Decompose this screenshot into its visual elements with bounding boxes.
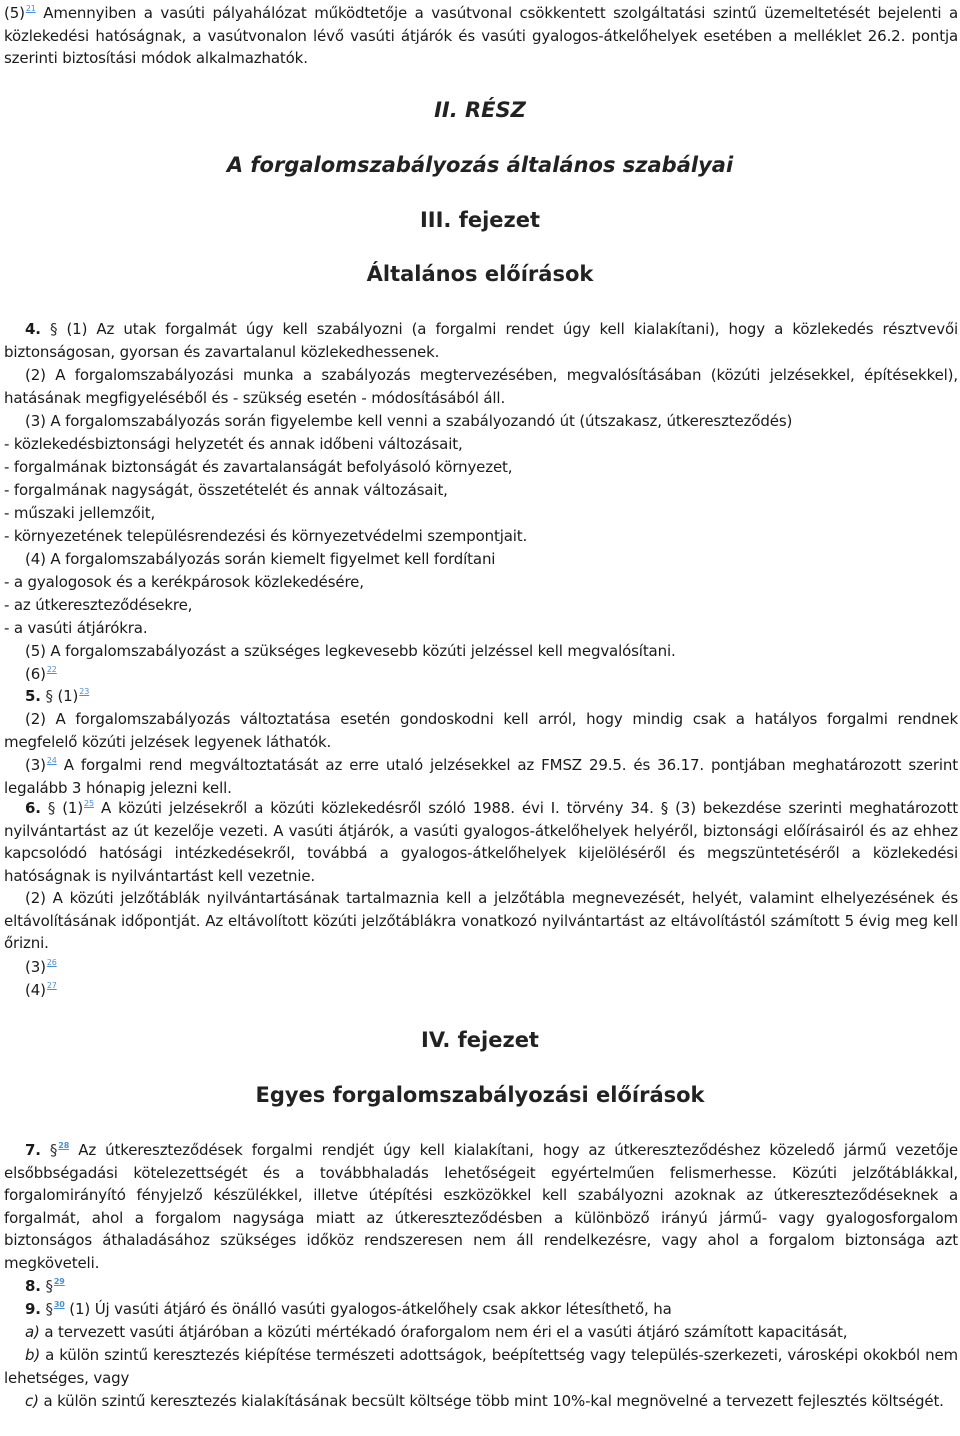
- item-label: a): [25, 1323, 40, 1341]
- section-text: (2) A közúti jelzőtáblák nyilvántartásának tartalmaznia kell a jelzőtábla megnevezését, helyét, valamint elhelyezésének és eltávolításának időpontját. Az eltávolított közúti jelzőtáblákra vonatkozó nyilvántartást az eltávolítástól számított 5 évig meg kell őrizni.: [4, 889, 958, 952]
- section-6-paragraph-1: [4, 797, 958, 887]
- footnote-link[interactable]: 26: [46, 958, 57, 967]
- section-9-item-c: [4, 1390, 958, 1413]
- section-number: 9.: [25, 1300, 41, 1318]
- footnote-link[interactable]: 24: [46, 756, 57, 765]
- footnote-link[interactable]: 22: [46, 665, 57, 674]
- section-4-paragraph-1: [4, 318, 958, 363]
- paragraph-label: (3): [25, 756, 46, 774]
- paragraph-label: (1): [57, 687, 79, 705]
- footnote-link[interactable]: 28: [58, 1141, 70, 1150]
- section-9-paragraph-1: [25, 1298, 672, 1321]
- chapter-title: Általános előírások: [366, 262, 594, 286]
- section-number: 4.: [25, 320, 41, 338]
- footnote-link[interactable]: 29: [53, 1277, 65, 1286]
- section-text: A forgalmi rend megváltoztatását az erre utaló jelzésekkel az FMSZ 29.5. és 36.17. pontjában meghatározott szerint legalább 3 hónapig jelezni kell.: [4, 756, 958, 797]
- intro-label: (5): [4, 4, 25, 22]
- item-text: a külön szintű keresztezés kialakításának becsült költsége több mint 10%-kal megnövelné a tervezett fejlesztés költségét.: [43, 1392, 944, 1410]
- section-sign: §: [47, 799, 56, 817]
- section-text: (1) Az utak forgalmát úgy kell szabályozni (a forgalmi rendet úgy kell kialakítani), hogy a közlekedés résztvevői biztonságosan, gyorsan és zavartalanul közlekedhessenek.: [4, 320, 958, 361]
- list-item: - közlekedésbiztonsági helyzetét és annak időbeni változásait,: [4, 435, 463, 453]
- chapter-number: III. fejezet: [419, 208, 541, 232]
- section-5-paragraph-3: [4, 754, 958, 799]
- item-label: b): [25, 1346, 41, 1364]
- chapter-title: Egyes forgalomszabályozási előírások: [255, 1083, 705, 1107]
- section-6-paragraph-3: [25, 956, 57, 979]
- footnote-link[interactable]: 21: [25, 4, 36, 13]
- section-9-item-a: [4, 1321, 958, 1344]
- section-4-paragraph-4: (4) A forgalomszabályozás során kiemelt figyelmet kell fordítani: [25, 550, 496, 568]
- section-number: 7.: [25, 1141, 41, 1159]
- section-6-paragraph-2: [4, 887, 958, 955]
- list-item: - forgalmának biztonságát és zavartalanságát befolyásoló környezet,: [4, 458, 513, 476]
- footnote-link[interactable]: 27: [46, 981, 57, 990]
- section-sign: §: [49, 320, 58, 338]
- item-text: a külön szintű keresztezés kiépítése természeti adottságok, beépítettség vagy település-szerkezeti, városképi okokból nem lehetséges, vagy: [4, 1346, 958, 1387]
- section-4-paragraph-2: [4, 364, 958, 409]
- list-item: - a gyalogosok és a kerékpárosok közlekedésére,: [4, 573, 364, 591]
- section-sign: §: [45, 1300, 53, 1318]
- section-text: (2) A forgalomszabályozási munka a szabályozás megtervezésében, megvalósításában (közúti jelzésekkel, építésekkel), hatásának megfigyeléséből és - szükség esetén - módosításából áll.: [4, 366, 958, 407]
- section-5-paragraph-1: [25, 685, 89, 708]
- section-4-paragraph-5: (5) A forgalomszabályozást a szükséges legkevesebb közúti jelzéssel kell megvalósítani.: [25, 642, 676, 660]
- section-8-paragraph: [25, 1275, 65, 1298]
- section-5-paragraph-2: [4, 708, 958, 753]
- footnote-link[interactable]: 25: [84, 799, 94, 808]
- list-item: - a vasúti átjárókra.: [4, 619, 148, 637]
- intro-paragraph: [4, 2, 958, 70]
- paragraph-label: (1): [62, 799, 84, 817]
- section-text: (2) A forgalomszabályozás változtatása esetén gondoskodni kell arról, hogy mindig csak a hatályos forgalmi rendnek megfelelő közúti jelzések legyenek láthatók.: [4, 710, 958, 751]
- section-sign: §: [45, 1277, 53, 1295]
- footnote-link[interactable]: 30: [53, 1300, 65, 1309]
- section-text: (1) Új vasúti átjáró és önálló vasúti gyalogos-átkelőhely csak akkor létesíthető, ha: [69, 1300, 672, 1318]
- list-item: - műszaki jellemzőit,: [4, 504, 156, 522]
- section-number: 8.: [25, 1277, 41, 1295]
- part-title: A forgalomszabályozás általános szabályai: [226, 153, 734, 177]
- section-4-paragraph-3: (3) A forgalomszabályozás során figyelembe kell venni a szabályozandó út (útszakasz, útkereszteződés): [25, 412, 793, 430]
- part-number: II. RÉSZ: [434, 98, 526, 122]
- intro-text: Amennyiben a vasúti pályahálózat működtetője a vasútvonal csökkentett szolgáltatási szintű üzemeltetését bejelenti a közlekedési hatóságnak, a vasútvonalon lévő vasúti átjárók és vasúti gyalogos-átkelőhelyek esetében a melléklet 26.2. pontja szerinti biztosítási módok alkalmazhatók.: [4, 4, 958, 67]
- paragraph-label: (6): [25, 665, 46, 683]
- footnote-link[interactable]: 23: [79, 687, 90, 696]
- paragraph-label: (4): [25, 981, 46, 999]
- section-sign: §: [49, 1141, 58, 1159]
- section-7-paragraph: [4, 1139, 958, 1274]
- section-number: 6.: [25, 799, 41, 817]
- list-item: - környezetének településrendezési és környezetvédelmi szempontjait.: [4, 527, 528, 545]
- section-number: 5.: [25, 687, 41, 705]
- item-label: c): [25, 1392, 39, 1410]
- item-text: a tervezett vasúti átjáróban a közúti mértékadó óraforgalom nem éri el a vasúti átjáró számított kapacitását,: [44, 1323, 848, 1341]
- section-text: Az útkereszteződések forgalmi rendjét úgy kell kialakítani, hogy az útkereszteződéshez közeledő jármű vezetője elsőbbségadási kötelezettségét és a továbbhaladás lehetőségeit egyértelműen felismerhesse. Közúti jelzőtáblákkal, forgalomirányító fényjelző készülékkel, illetve útépítési eszközökkel kell szabályozni azoknak az útkereszteződéseknek a forgalmát, ahol a forgalom nagysága miatt az útkereszteződésben a különböző irányú jármű- vagy gyalogosforgalom biztonságos áthaladásához szükséges időköz rendszeresen nem áll rendelkezésre, vagy ahol a forgalom biztonsága azt megköveteli.: [4, 1141, 958, 1272]
- section-sign: §: [45, 687, 53, 705]
- paragraph-label: (3): [25, 958, 46, 976]
- list-item: - az útkereszteződésekre,: [4, 596, 193, 614]
- list-item: - forgalmának nagyságát, összetételét és annak változásait,: [4, 481, 448, 499]
- section-4-paragraph-6: [25, 663, 57, 686]
- chapter-number: IV. fejezet: [421, 1028, 539, 1052]
- section-6-paragraph-4: [25, 979, 57, 1002]
- section-9-item-b: [4, 1344, 958, 1389]
- section-text: A közúti jelzésekről a közúti közlekedésről szóló 1988. évi I. törvény 34. § (3) bekezdése szerinti meghatározott nyilvántartást az út kezelője vezeti. A vasúti átjárók, a vasúti gyalogos-átkelőhelyek helyéről, biztonsági előírásairól és az ehhez kapcsolódó hatósági intézkedésekről, továbbá a gyalogos-átkelőhelyek kijelöléséről és megszüntetéséről a közlekedési hatóságnak is nyilvántartást kell vezetnie.: [4, 799, 958, 885]
